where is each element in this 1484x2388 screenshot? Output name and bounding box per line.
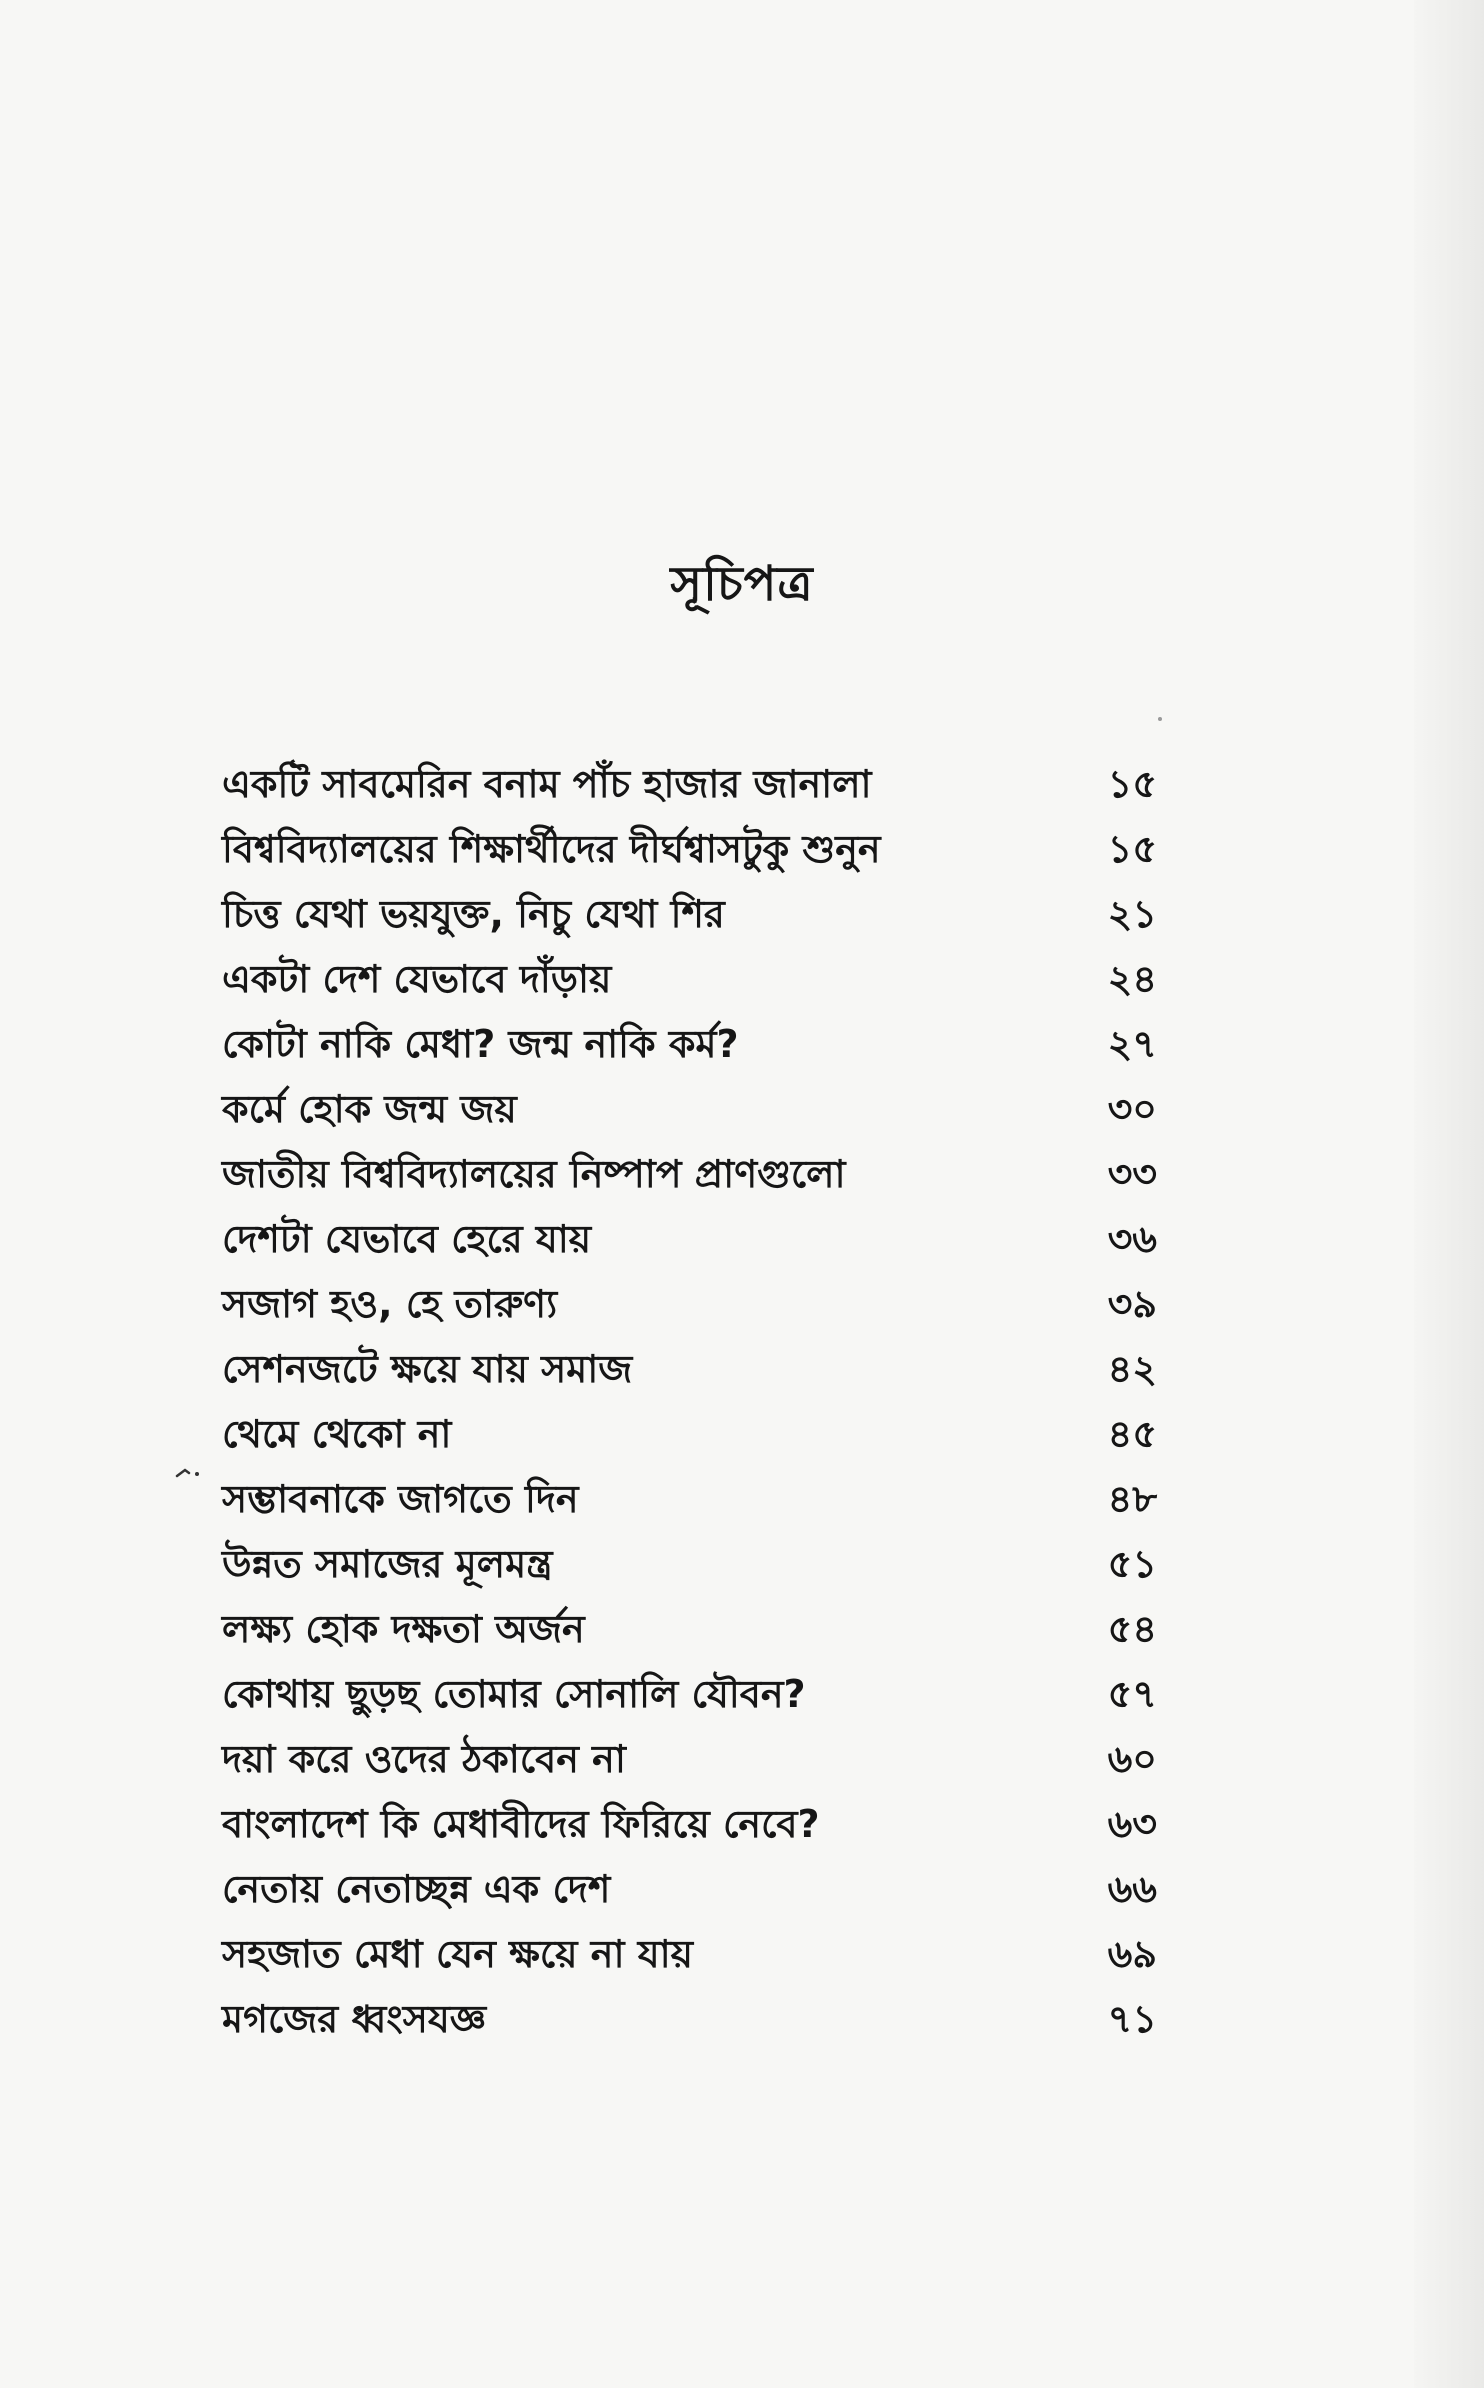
toc-entry-title: দয়া করে ওদের ঠকাবেন না	[222, 1737, 626, 1781]
toc-entry	[222, 1542, 1157, 1607]
toc-entry-page-number: ৫১	[1107, 1542, 1157, 1586]
toc-heading: সূচিপত্র	[670, 556, 814, 612]
toc-entry-title: মগজের ধ্বংসযজ্ঞ	[222, 1997, 487, 2041]
toc-entry	[222, 762, 1157, 827]
toc-entry-page-number: ৩০	[1107, 1087, 1157, 1131]
toc-entry	[222, 1152, 1157, 1217]
toc-entry-page-number: ৫৭	[1107, 1672, 1157, 1716]
toc-entry-title: সজাগ হও, হে তারুণ্য	[222, 1282, 558, 1326]
toc-entry-title: কর্মে হোক জন্ম জয়	[222, 1087, 517, 1131]
toc-entry-title: জাতীয় বিশ্ববিদ্যালয়ের নিষ্পাপ প্রাণগুলো	[222, 1152, 846, 1196]
toc-entry	[222, 1932, 1157, 1997]
toc-entry-page-number: ৫৪	[1107, 1607, 1157, 1651]
toc-entry-title: কোটা নাকি মেধা? জন্ম নাকি কর্ম?	[222, 1022, 739, 1066]
toc-entry-page-number: ২১	[1107, 892, 1157, 936]
toc-entry-page-number: ৪২	[1107, 1347, 1157, 1391]
toc-entry-title: দেশটা যেভাবে হেরে যায়	[222, 1217, 592, 1261]
toc-entry-title: একটি সাবমেরিন বনাম পাঁচ হাজার জানালা	[222, 762, 872, 806]
toc-entry-title: থেমে থেকো না	[222, 1412, 452, 1456]
toc-entry-title: সহজাত মেধা যেন ক্ষয়ে না যায়	[222, 1932, 694, 1976]
toc-entry	[222, 1997, 1157, 2062]
toc-entry-page-number: ১৫	[1107, 762, 1157, 806]
paper-speck	[1158, 717, 1162, 721]
toc-entry-title: একটা দেশ যেভাবে দাঁড়ায়	[222, 957, 612, 1001]
toc-entry	[222, 1737, 1157, 1802]
toc-entry-title: কোথায় ছুড়ছ তোমার সোনালি যৌবন?	[222, 1672, 806, 1716]
toc-entry-page-number: ৪৮	[1107, 1477, 1157, 1521]
toc-entry-page-number: ৩৬	[1107, 1217, 1157, 1261]
toc-entry	[222, 892, 1157, 957]
toc-entry-title: চিত্ত যেথা ভয়যুক্ত, নিচু যেথা শির	[222, 892, 725, 936]
toc-entry	[222, 1282, 1157, 1347]
toc-entry	[222, 1672, 1157, 1737]
toc-entry	[222, 827, 1157, 892]
toc-entry-page-number: ২৪	[1107, 957, 1157, 1001]
toc-entry	[222, 1607, 1157, 1672]
toc-entry-title: বাংলাদেশ কি মেধাবীদের ফিরিয়ে নেবে?	[222, 1802, 820, 1846]
toc-entry-page-number: ৭১	[1107, 1997, 1157, 2041]
toc-entry-title: সেশনজটে ক্ষয়ে যায় সমাজ	[222, 1347, 633, 1391]
toc-entry-page-number: ৬০	[1107, 1737, 1157, 1781]
toc-entry-page-number: ২৭	[1107, 1022, 1157, 1066]
toc-entry-title: লক্ষ্য হোক দক্ষতা অর্জন	[222, 1607, 585, 1651]
toc-entry	[222, 1217, 1157, 1282]
toc-entry-page-number: ১৫	[1107, 827, 1157, 871]
toc-entry-page-number: ৬৯	[1107, 1932, 1157, 1976]
toc-entry-title: নেতায় নেতাচ্ছন্ন এক দেশ	[222, 1867, 611, 1911]
toc-entry	[222, 1347, 1157, 1412]
toc-entry	[222, 1867, 1157, 1932]
toc-entry	[222, 1412, 1157, 1477]
toc-entry	[222, 1477, 1157, 1542]
toc-entry	[222, 957, 1157, 1022]
toc-entry-title: উন্নত সমাজের মূলমন্ত্র	[222, 1542, 553, 1586]
toc-entry	[222, 1087, 1157, 1152]
toc-entry-page-number: ৩৯	[1107, 1282, 1157, 1326]
toc-entry-page-number: ৪৫	[1107, 1412, 1157, 1456]
toc-entry-page-number: ৩৩	[1107, 1152, 1157, 1196]
page-edge-shadow	[1414, 0, 1484, 2388]
toc-entry	[222, 1802, 1157, 1867]
toc-entry-page-number: ৬৩	[1107, 1802, 1157, 1846]
toc-entry-title: সম্ভাবনাকে জাগতে দিন	[222, 1477, 579, 1521]
toc-entry-page-number: ৬৬	[1107, 1867, 1157, 1911]
pen-tick-mark	[175, 1464, 203, 1478]
toc-entry	[222, 1022, 1157, 1087]
toc-entry-title: বিশ্ববিদ্যালয়ের শিক্ষার্থীদের দীর্ঘশ্বাসটুকু শুনুন	[222, 827, 881, 871]
toc-list	[222, 762, 1157, 2062]
